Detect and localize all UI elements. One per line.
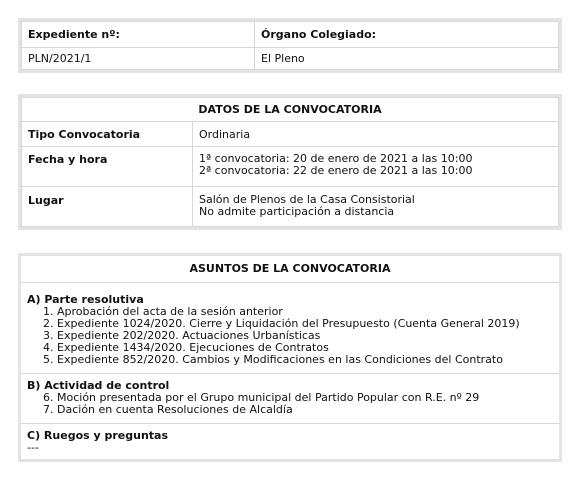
primera-convocatoria: 1ª convocatoria: 20 de enero de 2021 a las 10:00 bbox=[199, 152, 473, 165]
section-parte-resolutiva bbox=[21, 283, 559, 374]
lugar-label: Lugar bbox=[22, 187, 193, 227]
asuntos-panel bbox=[18, 253, 562, 462]
parte-resolutiva-list bbox=[27, 306, 553, 366]
expediente-panel bbox=[18, 18, 562, 73]
lugar-sala: Salón de Plenos de la Casa Consistorial bbox=[199, 193, 415, 206]
asuntos-header: ASUNTOS DE LA CONVOCATORIA bbox=[21, 256, 559, 283]
expediente-numero-value: PLN/2021/1 bbox=[22, 48, 255, 70]
section-title: A) Parte resolutiva bbox=[27, 293, 144, 306]
lugar-participacion: No admite participación a distancia bbox=[199, 205, 395, 218]
ruegos-preguntas-text: --- bbox=[27, 441, 39, 454]
fecha-hora-value bbox=[193, 147, 559, 187]
convocatoria-panel bbox=[18, 94, 562, 230]
section-title: B) Actividad de control bbox=[27, 379, 170, 392]
organo-colegiado-value: El Pleno bbox=[255, 48, 559, 70]
tipo-convocatoria-label: Tipo Convocatoria bbox=[22, 122, 193, 147]
convocatoria-table bbox=[21, 97, 559, 227]
list-item: 6. Moción presentada por el Grupo municipal del Partido Popular con R.E. nº 29 bbox=[57, 392, 553, 404]
section-ruegos-preguntas bbox=[21, 424, 559, 459]
actividad-control-list bbox=[27, 392, 553, 416]
list-item: 7. Dación en cuenta Resoluciones de Alcaldía bbox=[57, 404, 553, 416]
list-item: 5. Expediente 852/2020. Cambios y Modificaciones en las Condiciones del Contrato bbox=[57, 354, 553, 366]
segunda-convocatoria: 2ª convocatoria: 22 de enero de 2021 a las 10:00 bbox=[199, 164, 473, 177]
convocatoria-header: DATOS DE LA CONVOCATORIA bbox=[22, 98, 559, 122]
section-title: C) Ruegos y preguntas bbox=[27, 429, 169, 442]
fecha-hora-label: Fecha y hora bbox=[22, 147, 193, 187]
section-actividad-control bbox=[21, 374, 559, 424]
tipo-convocatoria-value: Ordinaria bbox=[193, 122, 559, 147]
expediente-table bbox=[21, 21, 559, 70]
list-item: 4. Expediente 1434/2020. Ejecuciones de Contratos bbox=[57, 342, 553, 354]
lugar-value bbox=[193, 187, 559, 227]
expediente-numero-label: Expediente nº: bbox=[22, 22, 255, 48]
list-item: 1. Aprobación del acta de la sesión anterior bbox=[57, 306, 553, 318]
list-item: 3. Expediente 202/2020. Actuaciones Urbanísticas bbox=[57, 330, 553, 342]
list-item: 2. Expediente 1024/2020. Cierre y Liquidación del Presupuesto (Cuenta General 2019) bbox=[57, 318, 553, 330]
organo-colegiado-label: Órgano Colegiado: bbox=[255, 22, 559, 48]
